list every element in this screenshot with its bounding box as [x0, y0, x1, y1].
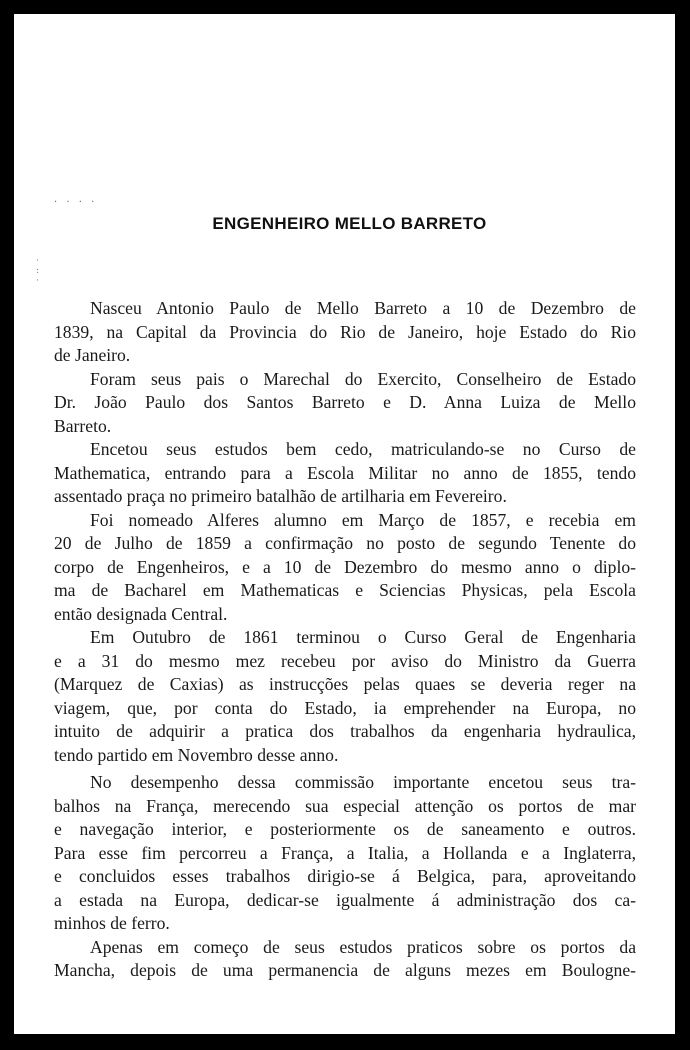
text-line: Apenas em começo de seus estudos praticos sobre os portos da: [90, 936, 636, 957]
text-line: e a 31 do mesmo mez recebeu por aviso do Ministro da Guerra: [54, 650, 636, 671]
paragraph: [54, 936, 636, 983]
text-line: minhos de ferro.: [54, 913, 170, 933]
text-line: (Marquez de Caxias) as instrucções pelas quaes se deveria reger na: [54, 674, 636, 694]
text-line: e navegação interior, e posteriormente os de saneamento e outros.: [54, 819, 636, 839]
scan-speckles: · · · ·: [54, 197, 98, 208]
paragraph: [54, 368, 636, 439]
body-text: [54, 297, 636, 983]
document-page: [14, 14, 675, 1034]
text-line: 20 de Julho de 1859 a confirmação no posto de segundo Tenente do: [54, 533, 636, 553]
text-line: Encetou seus estudos bem cedo, matriculando-se no Curso de: [90, 439, 636, 459]
text-line: Dr. João Paulo dos Santos Barreto e D. Anna Luiza de Mello: [54, 392, 636, 412]
text-line: Em Outubro de 1861 terminou o Curso Geral de Engenharia: [90, 627, 636, 647]
text-line: viagem, que, por conta do Estado, ia emprehender na Europa, no: [54, 697, 636, 718]
scan-margin-marks: · : ·: [36, 256, 40, 286]
text-line: a estada na Europa, dedicar-se igualmente á administração dos ca-: [54, 889, 636, 910]
text-line: tendo partido em Novembro desse anno.: [54, 744, 339, 765]
page-title: ENGENHEIRO MELLO BARRETO: [212, 214, 487, 233]
paragraph: [54, 509, 636, 627]
text-line: de Janeiro.: [54, 345, 131, 365]
text-line: Mathematica, entrando para a Escola Militar no anno de 1855, tendo: [54, 462, 636, 483]
text-line: corpo de Engenheiros, e a 10 de Dezembro do mesmo anno o diplo-: [54, 556, 636, 577]
text-line: Barreto.: [54, 415, 112, 436]
text-line: Para esse fim percorreu a França, a Italia, a Hollanda e a Inglaterra,: [54, 842, 636, 863]
text-line: No desempenho dessa commissão importante encetou seus tra-: [90, 772, 636, 792]
text-line: então designada Central.: [54, 603, 228, 624]
text-line: Foi nomeado Alferes alumno em Março de 1857, e recebia em: [90, 509, 636, 530]
text-line: Foram seus pais o Marechal do Exercito, Conselheiro de Estado: [90, 368, 636, 389]
text-line: Nasceu Antonio Paulo de Mello Barreto a 10 de Dezembro de: [90, 298, 636, 318]
text-line: e concluidos esses trabalhos dirigio-se á Belgica, para, aproveitando: [54, 866, 636, 886]
paragraph: [54, 438, 636, 509]
paragraph: [54, 297, 636, 368]
text-line: Mancha, depois de uma permanencia de alguns mezes em Boulogne-: [54, 960, 636, 980]
text-line: ma de Bacharel em Mathematicas e Sciencias Physicas, pela Escola: [54, 580, 636, 600]
paragraph: [54, 626, 636, 767]
text-line: assentado praça no primeiro batalhão de artilharia em Fevereiro.: [54, 486, 507, 506]
text-line: 1839, na Capital da Provincia do Rio de Janeiro, hoje Estado do Rio: [54, 321, 636, 342]
text-line: intuito de adquirir a pratica dos trabalhos da engenharia hydraulica,: [54, 721, 636, 741]
paragraph: [54, 771, 636, 936]
text-line: balhos na França, merecendo sua especial attenção os portos de mar: [54, 795, 636, 816]
